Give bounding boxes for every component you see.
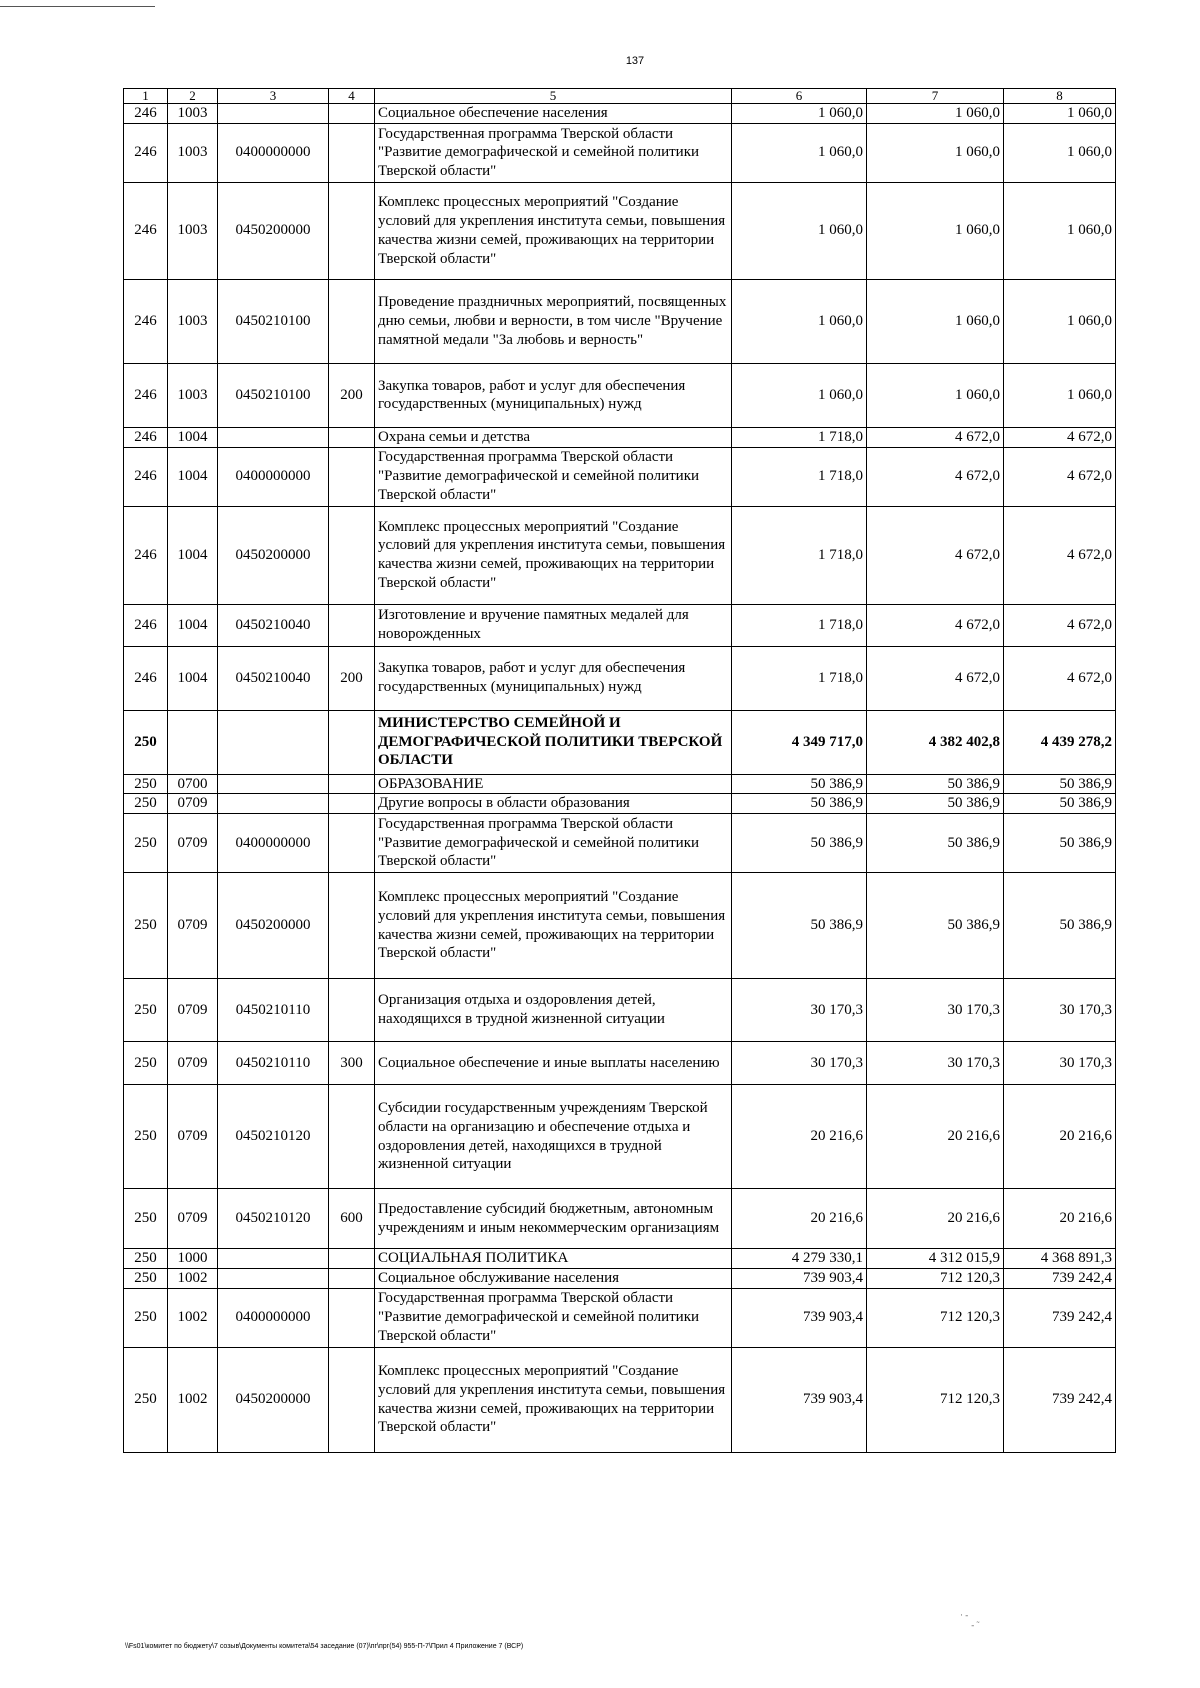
cell-expense-type: [329, 104, 375, 124]
cell-amount-year1: 1 718,0: [732, 447, 867, 506]
cell-target-article: 0450210040: [218, 604, 329, 646]
cell-target-article: 0450210120: [218, 1085, 329, 1189]
table-row: [124, 646, 1116, 710]
cell-amount-year2: 712 120,3: [867, 1268, 1004, 1288]
cell-admin-code: 250: [124, 873, 168, 979]
table-row: [124, 710, 1116, 774]
cell-amount-year3: 30 170,3: [1004, 1042, 1116, 1085]
table-row: [124, 774, 1116, 794]
cell-section-code: 1002: [168, 1288, 218, 1347]
header-cell-7: 7: [867, 89, 1004, 104]
cell-amount-year2: 1 060,0: [867, 182, 1004, 279]
cell-amount-year2: 1 060,0: [867, 123, 1004, 182]
scan-specks: · - - ˜: [960, 1610, 980, 1630]
cell-amount-year2: 712 120,3: [867, 1347, 1004, 1452]
cell-admin-code: 250: [124, 814, 168, 873]
cell-expense-type: [329, 1085, 375, 1189]
table-row: [124, 1189, 1116, 1249]
cell-amount-year3: 20 216,6: [1004, 1085, 1116, 1189]
table-row: [124, 873, 1116, 979]
cell-description: Социальное обеспечение и иные выплаты населению: [375, 1042, 732, 1085]
table-row: [124, 447, 1116, 506]
cell-amount-year1: 739 903,4: [732, 1288, 867, 1347]
cell-amount-year2: 4 672,0: [867, 506, 1004, 604]
cell-description: Закупка товаров, работ и услуг для обеспечения государственных (муниципальных) нужд: [375, 363, 732, 427]
cell-target-article: 0450210110: [218, 979, 329, 1042]
cell-amount-year3: 1 060,0: [1004, 123, 1116, 182]
cell-amount-year2: 4 672,0: [867, 447, 1004, 506]
cell-amount-year2: 50 386,9: [867, 873, 1004, 979]
cell-amount-year2: 50 386,9: [867, 814, 1004, 873]
cell-amount-year1: 1 060,0: [732, 363, 867, 427]
table-row: [124, 182, 1116, 279]
cell-amount-year1: 4 279 330,1: [732, 1249, 867, 1269]
cell-amount-year2: 20 216,6: [867, 1189, 1004, 1249]
cell-description: Предоставление субсидий бюджетным, автономным учреждениям и иным некоммерческим организациям: [375, 1189, 732, 1249]
cell-description: Другие вопросы в области образования: [375, 794, 732, 814]
cell-section-code: 0709: [168, 873, 218, 979]
cell-target-article: 0400000000: [218, 123, 329, 182]
cell-amount-year1: 20 216,6: [732, 1085, 867, 1189]
cell-amount-year2: 30 170,3: [867, 979, 1004, 1042]
cell-description: Проведение праздничных мероприятий, посвященных дню семьи, любви и верности, в том числе "Вручение памятной медали "За любовь и верность": [375, 279, 732, 363]
cell-section-code: 1004: [168, 427, 218, 447]
page-number: 137: [625, 55, 645, 67]
cell-amount-year1: 50 386,9: [732, 873, 867, 979]
cell-amount-year3: 50 386,9: [1004, 794, 1116, 814]
cell-admin-code: 250: [124, 710, 168, 774]
cell-admin-code: 246: [124, 123, 168, 182]
cell-admin-code: 250: [124, 1288, 168, 1347]
cell-amount-year2: 1 060,0: [867, 363, 1004, 427]
cell-section-code: 0709: [168, 1085, 218, 1189]
cell-description: ОБРАЗОВАНИЕ: [375, 774, 732, 794]
cell-admin-code: 250: [124, 794, 168, 814]
cell-expense-type: [329, 774, 375, 794]
table-row: [124, 1042, 1116, 1085]
cell-amount-year3: 739 242,4: [1004, 1288, 1116, 1347]
cell-amount-year2: 20 216,6: [867, 1085, 1004, 1189]
cell-admin-code: 246: [124, 447, 168, 506]
cell-description: Закупка товаров, работ и услуг для обеспечения государственных (муниципальных) нужд: [375, 646, 732, 710]
cell-description: Социальное обслуживание населения: [375, 1268, 732, 1288]
cell-amount-year3: 1 060,0: [1004, 182, 1116, 279]
cell-section-code: 1004: [168, 447, 218, 506]
cell-amount-year1: 1 060,0: [732, 182, 867, 279]
cell-section-code: 1004: [168, 646, 218, 710]
cell-description: Социальное обеспечение населения: [375, 104, 732, 124]
cell-section-code: 1004: [168, 604, 218, 646]
cell-admin-code: 246: [124, 182, 168, 279]
cell-target-article: 0450200000: [218, 182, 329, 279]
table-row: [124, 1085, 1116, 1189]
table-row: [124, 979, 1116, 1042]
cell-admin-code: 246: [124, 104, 168, 124]
cell-description: Изготовление и вручение памятных медалей для новорожденных: [375, 604, 732, 646]
cell-amount-year1: 1 718,0: [732, 506, 867, 604]
cell-description: Комплекс процессных мероприятий "Создание условий для укрепления института семьи, повышения качества жизни семей, проживающих на территории Тверской области": [375, 873, 732, 979]
cell-amount-year2: 712 120,3: [867, 1288, 1004, 1347]
cell-admin-code: 250: [124, 1085, 168, 1189]
cell-target-article: 0400000000: [218, 447, 329, 506]
header-cell-4: 4: [329, 89, 375, 104]
cell-expense-type: [329, 447, 375, 506]
cell-description: Государственная программа Тверской области "Развитие демографической и семейной политики Тверской области": [375, 123, 732, 182]
table-row: [124, 1288, 1116, 1347]
cell-admin-code: 246: [124, 363, 168, 427]
cell-admin-code: 246: [124, 646, 168, 710]
cell-target-article: [218, 1268, 329, 1288]
cell-amount-year3: 1 060,0: [1004, 279, 1116, 363]
cell-amount-year3: 739 242,4: [1004, 1347, 1116, 1452]
cell-expense-type: [329, 123, 375, 182]
cell-description: Комплекс процессных мероприятий "Создание условий для укрепления института семьи, повышения качества жизни семей, проживающих на территории Тверской области": [375, 1347, 732, 1452]
cell-expense-type: [329, 710, 375, 774]
cell-expense-type: 300: [329, 1042, 375, 1085]
cell-amount-year2: 4 672,0: [867, 646, 1004, 710]
cell-section-code: 1003: [168, 104, 218, 124]
cell-expense-type: [329, 1288, 375, 1347]
cell-description: Государственная программа Тверской области "Развитие демографической и семейной политики Тверской области": [375, 1288, 732, 1347]
cell-expense-type: [329, 182, 375, 279]
cell-amount-year2: 1 060,0: [867, 104, 1004, 124]
cell-amount-year2: 1 060,0: [867, 279, 1004, 363]
cell-target-article: 0400000000: [218, 814, 329, 873]
table-row: [124, 1249, 1116, 1269]
table-row: [124, 104, 1116, 124]
cell-amount-year3: 4 672,0: [1004, 427, 1116, 447]
cell-description: Организация отдыха и оздоровления детей, находящихся в трудной жизненной ситуации: [375, 979, 732, 1042]
scan-corner-line: [0, 6, 155, 7]
cell-description: МИНИСТЕРСТВО СЕМЕЙНОЙ И ДЕМОГРАФИЧЕСКОЙ ПОЛИТИКИ ТВЕРСКОЙ ОБЛАСТИ: [375, 710, 732, 774]
cell-amount-year1: 1 718,0: [732, 604, 867, 646]
cell-description: Государственная программа Тверской области "Развитие демографической и семейной политики Тверской области": [375, 814, 732, 873]
cell-amount-year3: 4 672,0: [1004, 506, 1116, 604]
cell-admin-code: 246: [124, 427, 168, 447]
table-row: [124, 1347, 1116, 1452]
cell-amount-year3: 4 672,0: [1004, 646, 1116, 710]
cell-amount-year1: 50 386,9: [732, 774, 867, 794]
header-cell-1: 1: [124, 89, 168, 104]
table-row: [124, 1268, 1116, 1288]
cell-description: Комплекс процессных мероприятий "Создание условий для укрепления института семьи, повышения качества жизни семей, проживающих на территории Тверской области": [375, 506, 732, 604]
cell-section-code: 1003: [168, 182, 218, 279]
cell-section-code: 0709: [168, 1042, 218, 1085]
cell-target-article: [218, 104, 329, 124]
cell-target-article: 0450210100: [218, 363, 329, 427]
cell-admin-code: 250: [124, 1347, 168, 1452]
cell-amount-year3: 50 386,9: [1004, 774, 1116, 794]
cell-target-article: 0450210110: [218, 1042, 329, 1085]
cell-expense-type: [329, 979, 375, 1042]
header-cell-2: 2: [168, 89, 218, 104]
cell-expense-type: 200: [329, 646, 375, 710]
table-row: [124, 123, 1116, 182]
cell-expense-type: [329, 814, 375, 873]
cell-amount-year3: 50 386,9: [1004, 873, 1116, 979]
cell-amount-year1: 30 170,3: [732, 979, 867, 1042]
cell-amount-year3: 739 242,4: [1004, 1268, 1116, 1288]
header-cell-5: 5: [375, 89, 732, 104]
cell-amount-year3: 1 060,0: [1004, 363, 1116, 427]
cell-expense-type: [329, 1268, 375, 1288]
cell-target-article: [218, 1249, 329, 1269]
cell-amount-year3: 4 672,0: [1004, 604, 1116, 646]
table-row: [124, 794, 1116, 814]
cell-section-code: 1003: [168, 123, 218, 182]
cell-amount-year3: 50 386,9: [1004, 814, 1116, 873]
cell-amount-year3: 4 439 278,2: [1004, 710, 1116, 774]
table-row: [124, 363, 1116, 427]
cell-admin-code: 246: [124, 604, 168, 646]
cell-section-code: 0709: [168, 794, 218, 814]
cell-expense-type: 600: [329, 1189, 375, 1249]
table-row: [124, 506, 1116, 604]
header-cell-6: 6: [732, 89, 867, 104]
cell-admin-code: 250: [124, 1042, 168, 1085]
cell-expense-type: [329, 604, 375, 646]
cell-amount-year2: 4 672,0: [867, 604, 1004, 646]
budget-table: [123, 88, 1116, 1453]
cell-amount-year2: 4 312 015,9: [867, 1249, 1004, 1269]
cell-admin-code: 250: [124, 979, 168, 1042]
cell-target-article: 0450200000: [218, 873, 329, 979]
cell-expense-type: [329, 794, 375, 814]
table-body: [124, 104, 1116, 1453]
cell-amount-year1: 20 216,6: [732, 1189, 867, 1249]
cell-amount-year2: 30 170,3: [867, 1042, 1004, 1085]
cell-section-code: 1003: [168, 279, 218, 363]
cell-target-article: 0450210100: [218, 279, 329, 363]
cell-amount-year3: 4 672,0: [1004, 447, 1116, 506]
cell-target-article: [218, 774, 329, 794]
cell-target-article: [218, 710, 329, 774]
cell-description: Субсидии государственным учреждениям Тверской области на организацию и обеспечение отдыха и оздоровления детей, находящихся в трудной жизненной ситуации: [375, 1085, 732, 1189]
cell-target-article: [218, 427, 329, 447]
cell-section-code: 0700: [168, 774, 218, 794]
cell-description: СОЦИАЛЬНАЯ ПОЛИТИКА: [375, 1249, 732, 1269]
cell-expense-type: [329, 427, 375, 447]
cell-amount-year1: 50 386,9: [732, 814, 867, 873]
cell-admin-code: 246: [124, 506, 168, 604]
cell-section-code: 0709: [168, 814, 218, 873]
header-cell-8: 8: [1004, 89, 1116, 104]
cell-section-code: 0709: [168, 979, 218, 1042]
cell-amount-year1: 1 718,0: [732, 646, 867, 710]
cell-amount-year3: 20 216,6: [1004, 1189, 1116, 1249]
cell-amount-year2: 50 386,9: [867, 794, 1004, 814]
cell-admin-code: 250: [124, 774, 168, 794]
cell-amount-year1: 1 060,0: [732, 123, 867, 182]
cell-amount-year3: 1 060,0: [1004, 104, 1116, 124]
cell-expense-type: [329, 873, 375, 979]
cell-expense-type: [329, 1249, 375, 1269]
cell-amount-year2: 4 382 402,8: [867, 710, 1004, 774]
cell-target-article: 0450210040: [218, 646, 329, 710]
cell-section-code: 1000: [168, 1249, 218, 1269]
cell-amount-year1: 1 718,0: [732, 427, 867, 447]
cell-description: Комплекс процессных мероприятий "Создание условий для укрепления института семьи, повышения качества жизни семей, проживающих на территории Тверской области": [375, 182, 732, 279]
cell-section-code: 0709: [168, 1189, 218, 1249]
cell-amount-year1: 739 903,4: [732, 1268, 867, 1288]
cell-amount-year2: 4 672,0: [867, 427, 1004, 447]
header-cell-3: 3: [218, 89, 329, 104]
cell-admin-code: 250: [124, 1268, 168, 1288]
cell-expense-type: 200: [329, 363, 375, 427]
cell-amount-year1: 1 060,0: [732, 279, 867, 363]
table-row: [124, 427, 1116, 447]
cell-amount-year3: 4 368 891,3: [1004, 1249, 1116, 1269]
cell-section-code: [168, 710, 218, 774]
cell-section-code: 1002: [168, 1268, 218, 1288]
header-row: [124, 89, 1116, 104]
table-row: [124, 604, 1116, 646]
cell-admin-code: 250: [124, 1189, 168, 1249]
cell-admin-code: 246: [124, 279, 168, 363]
cell-amount-year1: 1 060,0: [732, 104, 867, 124]
cell-target-article: 0450200000: [218, 506, 329, 604]
cell-section-code: 1003: [168, 363, 218, 427]
footer-file-path: \\Fs01\комитет по бюджету\7 созыв\Документы комитета\54 заседание (07)\пг\прг(54) 955-П-7\Прил 4 Приложение 7 (ВСР): [125, 1643, 524, 1650]
cell-expense-type: [329, 279, 375, 363]
cell-admin-code: 250: [124, 1249, 168, 1269]
cell-description: Государственная программа Тверской области "Развитие демографической и семейной политики Тверской области": [375, 447, 732, 506]
cell-amount-year1: 739 903,4: [732, 1347, 867, 1452]
cell-amount-year1: 4 349 717,0: [732, 710, 867, 774]
cell-expense-type: [329, 1347, 375, 1452]
cell-target-article: 0450210120: [218, 1189, 329, 1249]
cell-target-article: 0450200000: [218, 1347, 329, 1452]
cell-target-article: 0400000000: [218, 1288, 329, 1347]
cell-section-code: 1004: [168, 506, 218, 604]
table-row: [124, 814, 1116, 873]
cell-section-code: 1002: [168, 1347, 218, 1452]
cell-amount-year1: 50 386,9: [732, 794, 867, 814]
cell-target-article: [218, 794, 329, 814]
cell-amount-year1: 30 170,3: [732, 1042, 867, 1085]
cell-amount-year2: 50 386,9: [867, 774, 1004, 794]
cell-expense-type: [329, 506, 375, 604]
cell-amount-year3: 30 170,3: [1004, 979, 1116, 1042]
cell-description: Охрана семьи и детства: [375, 427, 732, 447]
table-row: [124, 279, 1116, 363]
